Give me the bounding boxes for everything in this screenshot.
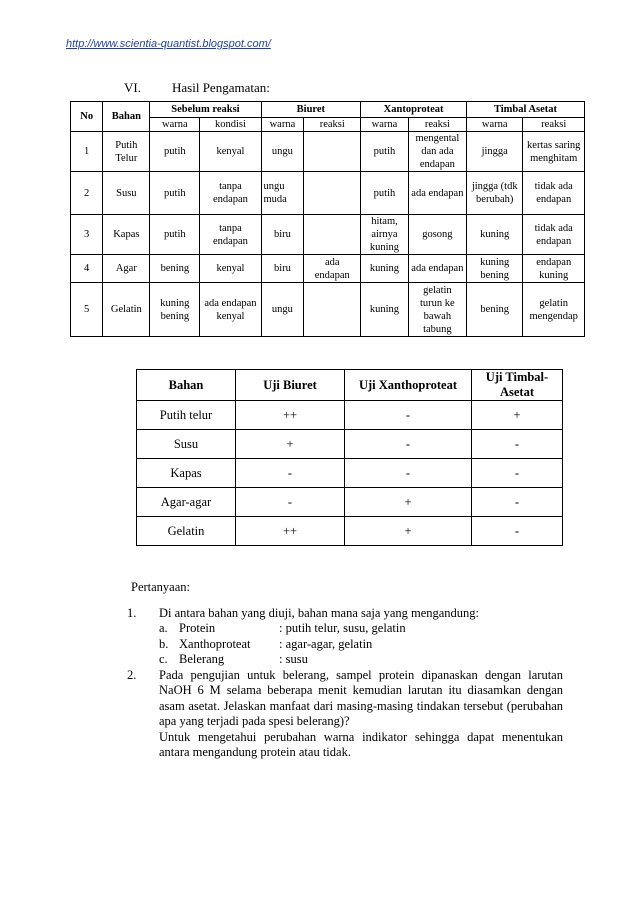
- cell: mengental dan ada endapan: [408, 132, 466, 172]
- cell: bening: [467, 283, 523, 337]
- answer-letter: c.: [159, 652, 168, 666]
- cell: kenyal: [200, 255, 261, 283]
- question-1: [127, 605, 563, 668]
- answer-name: Xanthoproteat: [179, 636, 251, 651]
- subheader: kondisi: [200, 118, 261, 132]
- answer-item: [159, 637, 563, 653]
- cell-bahan: Putih Telur: [103, 132, 150, 172]
- cell: putih: [150, 215, 200, 255]
- observation-table: [70, 101, 585, 337]
- table-row: [137, 430, 563, 459]
- cell: kuning: [361, 255, 409, 283]
- table-row: [71, 172, 585, 215]
- table-row: [137, 459, 563, 488]
- question-number: 1.: [127, 605, 137, 620]
- cell: -: [472, 488, 563, 517]
- cell-bahan: Kapas: [103, 215, 150, 255]
- answer-value: : agar-agar, gelatin: [279, 636, 373, 651]
- cell: kuning: [467, 215, 523, 255]
- cell: -: [236, 488, 345, 517]
- answer-item: [159, 621, 563, 637]
- summary-table: [136, 369, 563, 546]
- col-bahan: Bahan: [103, 102, 150, 132]
- cell: -: [472, 459, 563, 488]
- col-bahan: Bahan: [137, 370, 236, 401]
- col-uji-timbal-asetat: Uji Timbal-Asetat: [472, 370, 563, 401]
- cell: biru: [261, 215, 304, 255]
- cell: ada endapan: [304, 255, 361, 283]
- cell: tidak ada endapan: [523, 215, 585, 255]
- subheader: reaksi: [304, 118, 361, 132]
- question-2: [127, 667, 563, 761]
- table-row: [71, 215, 585, 255]
- cell-bahan: Susu: [103, 172, 150, 215]
- table-row: [71, 132, 585, 172]
- cell: ungu: [261, 283, 304, 337]
- table-row: [71, 255, 585, 283]
- answer-name: Protein: [179, 621, 216, 635]
- col-xantoproteat: Xantoproteat: [361, 102, 467, 118]
- question-number: 2.: [127, 667, 137, 682]
- cell: -: [236, 459, 345, 488]
- subheader: reaksi: [408, 118, 466, 132]
- cell: ungu muda: [261, 172, 304, 215]
- cell: -: [345, 459, 472, 488]
- cell: [304, 172, 361, 215]
- cell: ada endapan: [408, 172, 466, 215]
- cell: -: [472, 430, 563, 459]
- cell: ungu: [261, 132, 304, 172]
- answer-item: [159, 652, 563, 668]
- cell-no: 5: [71, 283, 103, 337]
- cell: tanpa endapan: [200, 215, 261, 255]
- cell: -: [345, 401, 472, 430]
- answer-name: Belerang: [179, 652, 225, 666]
- cell: bening: [150, 255, 200, 283]
- cell: +: [236, 430, 345, 459]
- cell: ada endapan kenyal: [200, 283, 261, 337]
- cell: [304, 215, 361, 255]
- subheader: warna: [467, 118, 523, 132]
- cell: Kapas: [137, 459, 236, 488]
- answer-value: : susu: [279, 652, 308, 666]
- col-uji-xanthoproteat: Uji Xanthoproteat: [345, 370, 472, 401]
- questions-label: Pertanyaan:: [131, 580, 191, 594]
- cell: kuning bening: [150, 283, 200, 337]
- cell: gelatin mengendap: [523, 283, 585, 337]
- cell-no: 3: [71, 215, 103, 255]
- subheader: warna: [261, 118, 304, 132]
- cell: +: [472, 401, 563, 430]
- cell: -: [472, 517, 563, 546]
- cell-bahan: Agar: [103, 255, 150, 283]
- cell-no: 2: [71, 172, 103, 215]
- answer-letter: b.: [159, 636, 169, 651]
- col-no: No: [71, 102, 103, 132]
- col-sebelum-reaksi: Sebelum reaksi: [150, 102, 261, 118]
- cell-bahan: Gelatin: [103, 283, 150, 337]
- cell: tidak ada endapan: [523, 172, 585, 215]
- cell-no: 1: [71, 132, 103, 172]
- cell: kertas saring menghitam: [523, 132, 585, 172]
- cell: [304, 132, 361, 172]
- cell: jingga (tdk berubah): [467, 172, 523, 215]
- questions-section: [127, 580, 563, 761]
- cell-no: 4: [71, 255, 103, 283]
- col-uji-biuret: Uji Biuret: [236, 370, 345, 401]
- subheader: warna: [361, 118, 409, 132]
- question-text: Pada pengujian untuk belerang, sampel protein dipanaskan dengan larutan NaOH 6 M selama beberapa menit kemudian larutan itu diasamkan dengan asam asetat. Jelaskan manfaat dari masing-masing tindakan tersebut (perubahan apa yang terjadi pada spesi belerang)?: [159, 667, 563, 728]
- cell: ++: [236, 401, 345, 430]
- cell: gosong: [408, 215, 466, 255]
- cell: endapan kuning: [523, 255, 585, 283]
- blog-url-link[interactable]: http://www.scientia-quantist.blogspot.com/: [66, 38, 271, 50]
- cell: kuning: [361, 283, 409, 337]
- cell: jingga: [467, 132, 523, 172]
- section-number: VI.: [124, 80, 141, 95]
- cell: putih: [361, 132, 409, 172]
- section-heading: [124, 80, 270, 96]
- cell: hitam, airnya kuning: [361, 215, 409, 255]
- table-row: [137, 401, 563, 430]
- cell: +: [345, 517, 472, 546]
- question-text: Di antara bahan yang diuji, bahan mana saja yang mengandung:: [159, 605, 480, 620]
- cell: +: [345, 488, 472, 517]
- cell: putih: [150, 172, 200, 215]
- cell: Susu: [137, 430, 236, 459]
- cell: putih: [361, 172, 409, 215]
- section-title: Hasil Pengamatan:: [172, 80, 270, 95]
- cell: kenyal: [200, 132, 261, 172]
- table-row: [71, 283, 585, 337]
- col-timbal-asetat: Timbal Asetat: [467, 102, 585, 118]
- cell: Agar-agar: [137, 488, 236, 517]
- subheader: warna: [150, 118, 200, 132]
- answer-value: : putih telur, susu, gelatin: [279, 621, 406, 635]
- cell: -: [345, 430, 472, 459]
- answer-text: Untuk mengetahui perubahan warna indikator sehingga dapat menentukan antara mengandung protein atau tidak.: [159, 729, 563, 759]
- answer-letter: a.: [159, 621, 168, 635]
- subheader: reaksi: [523, 118, 585, 132]
- cell: Putih telur: [137, 401, 236, 430]
- cell: gelatin turun ke bawah tabung: [408, 283, 466, 337]
- table-row: [137, 517, 563, 546]
- table-row: [137, 488, 563, 517]
- cell: ada endapan: [408, 255, 466, 283]
- cell: tanpa endapan: [200, 172, 261, 215]
- col-biuret: Biuret: [261, 102, 361, 118]
- cell: [304, 283, 361, 337]
- cell: kuning bening: [467, 255, 523, 283]
- cell: putih: [150, 132, 200, 172]
- cell: Gelatin: [137, 517, 236, 546]
- cell: ++: [236, 517, 345, 546]
- cell: biru: [261, 255, 304, 283]
